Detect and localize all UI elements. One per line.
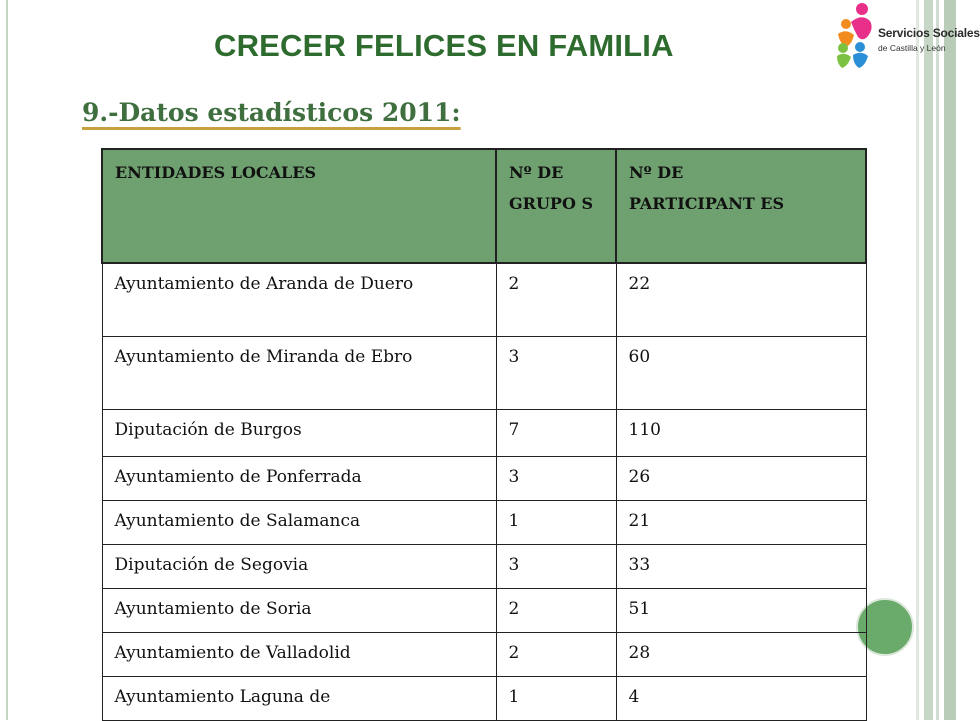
groups-cell: 2 <box>496 263 616 336</box>
groups-cell: 3 <box>496 544 616 588</box>
section-subtitle: 9.-Datos estadísticos 2011: <box>82 98 461 127</box>
table-row <box>102 336 866 409</box>
logo-text-line1: Servicios Sociales <box>878 26 980 40</box>
groups-cell: 7 <box>496 409 616 456</box>
participants-cell: 110 <box>616 409 866 456</box>
entity-cell: Ayuntamiento de Salamanca <box>102 500 496 544</box>
entity-cell: Ayuntamiento Laguna de <box>102 676 496 720</box>
header-label: GRUPO S <box>509 194 594 213</box>
statistics-table <box>101 148 867 721</box>
header-label: Nº DE <box>629 163 684 182</box>
logo-text-line2: de Castilla y León <box>878 43 946 53</box>
entity-cell: Ayuntamiento de Miranda de Ebro <box>102 336 496 409</box>
participants-cell: 26 <box>616 456 866 500</box>
entity-cell: Ayuntamiento de Valladolid <box>102 632 496 676</box>
participants-cell: 28 <box>616 632 866 676</box>
header-num-participants <box>616 149 866 263</box>
table-row <box>102 676 866 720</box>
groups-cell: 3 <box>496 456 616 500</box>
participants-cell: 51 <box>616 588 866 632</box>
table-row <box>102 632 866 676</box>
header-label: Nº DE <box>509 163 564 182</box>
left-border-line <box>6 0 8 720</box>
table-header-row <box>102 149 866 263</box>
header-label: ENTIDADES LOCALES <box>115 163 317 182</box>
participants-cell: 60 <box>616 336 866 409</box>
entity-cell: Ayuntamiento de Soria <box>102 588 496 632</box>
table-row <box>102 500 866 544</box>
groups-cell: 2 <box>496 588 616 632</box>
entity-cell: Ayuntamiento de Ponferrada <box>102 456 496 500</box>
table-row <box>102 544 866 588</box>
header-label: PARTICIPANT ES <box>629 194 785 213</box>
groups-cell: 3 <box>496 336 616 409</box>
entity-cell: Ayuntamiento de Aranda de Duero <box>102 263 496 336</box>
groups-cell: 1 <box>496 676 616 720</box>
header-local-entities <box>102 149 496 263</box>
participants-cell: 22 <box>616 263 866 336</box>
figures-logo-icon <box>834 0 882 72</box>
table-row <box>102 409 866 456</box>
participants-cell: 4 <box>616 676 866 720</box>
entity-cell: Diputación de Segovia <box>102 544 496 588</box>
table-row <box>102 588 866 632</box>
servicios-sociales-logo <box>834 0 980 72</box>
table-row <box>102 263 866 336</box>
participants-cell: 33 <box>616 544 866 588</box>
participants-cell: 21 <box>616 500 866 544</box>
header-num-groups <box>496 149 616 263</box>
right-decorative-stripes <box>916 0 960 720</box>
table-row <box>102 456 866 500</box>
page-title: CRECER FELICES EN FAMILIA <box>214 28 674 63</box>
entity-cell: Diputación de Burgos <box>102 409 496 456</box>
groups-cell: 2 <box>496 632 616 676</box>
groups-cell: 1 <box>496 500 616 544</box>
